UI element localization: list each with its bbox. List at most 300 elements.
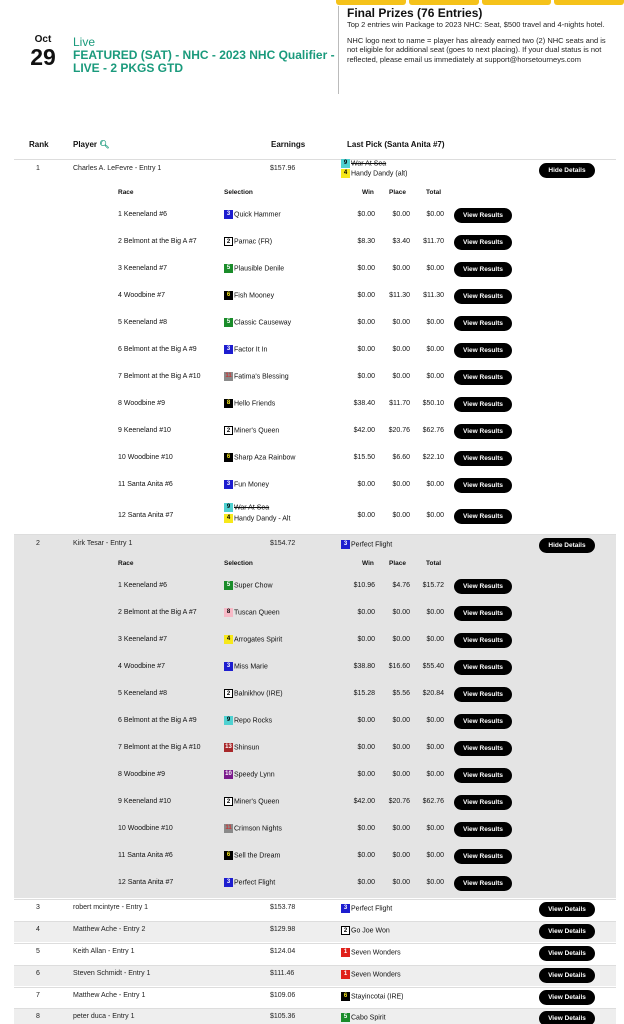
entry-cells — [14, 1013, 616, 1024]
nhc-note: NHC logo next to name = player has already earned two (2) NHC seats and is not eligible for additional seat (goes to next placing). If your dual status is not reflected, please email us immediately at support@horsetourneys.com — [347, 35, 606, 64]
win-amount: $10.96 — [353, 582, 375, 589]
entry-cells — [14, 992, 616, 1004]
total-amount: $0.00 — [426, 319, 444, 326]
race-header: Race — [118, 189, 134, 196]
entry-row — [14, 540, 616, 556]
race-row — [0, 849, 624, 864]
race-name: 4 Woodbine #7 — [118, 663, 165, 670]
saddlecloth-number: 5 — [224, 581, 233, 590]
last-pick — [341, 1013, 386, 1022]
event-status: Live — [73, 35, 96, 49]
place-amount: $5.56 — [392, 690, 410, 697]
earnings: $153.78 — [270, 904, 296, 911]
hide-details-button[interactable]: Hide Details — [539, 163, 595, 178]
selection-header: Selection — [224, 189, 253, 196]
selection — [224, 770, 275, 779]
race-row — [0, 343, 624, 358]
win-amount: $0.00 — [357, 481, 375, 488]
view-results-button[interactable]: View Results — [454, 370, 512, 385]
rank: 5 — [36, 948, 40, 955]
saddlecloth-number: 3 — [224, 878, 233, 887]
race-row — [0, 289, 624, 304]
view-results-button[interactable]: View Results — [454, 795, 512, 810]
race-name: 3 Keeneland #7 — [118, 636, 168, 643]
horse-name: Go Joe Won — [351, 927, 390, 935]
selection — [224, 264, 284, 273]
race-name: 1 Keeneland #6 — [118, 211, 168, 218]
horse-name: Hello Friends — [234, 400, 276, 408]
total-amount: $0.00 — [426, 609, 444, 616]
horse-name: Fatima's Blessing — [234, 373, 289, 381]
saddlecloth-number: 4 — [224, 514, 233, 523]
rank: 1 — [36, 165, 40, 172]
view-results-button[interactable]: View Results — [454, 876, 512, 891]
view-details-button[interactable]: View Details — [539, 968, 595, 983]
earnings: $157.96 — [270, 165, 296, 172]
place-amount: $0.00 — [392, 512, 410, 519]
race-name: 12 Santa Anita #7 — [118, 879, 174, 886]
horse-name: Cabo Spirit — [351, 1014, 386, 1022]
total-amount: $11.70 — [423, 238, 444, 245]
race-name: 12 Santa Anita #7 — [118, 512, 174, 519]
place-amount: $3.40 — [392, 238, 410, 245]
place-header: Place — [389, 560, 406, 567]
race-row — [0, 370, 624, 385]
last-pick — [341, 992, 404, 1001]
horse-name: Miss Marie — [234, 663, 268, 671]
win-amount: $0.00 — [357, 636, 375, 643]
player-header-label: Player — [73, 140, 98, 149]
last-pick — [341, 926, 390, 935]
player-name[interactable]: robert mcintyre - Entry 1 — [73, 904, 149, 911]
race-name: 8 Woodbine #9 — [118, 771, 165, 778]
win-amount: $0.00 — [357, 319, 375, 326]
race-row — [0, 579, 624, 594]
horse-name: Arrogates Spirit — [234, 636, 283, 644]
saddlecloth-number: 3 — [224, 210, 233, 219]
total-amount: $62.76 — [422, 427, 444, 434]
selection — [224, 399, 275, 408]
horse-name: Perfect Flight — [351, 905, 393, 913]
race-name: 7 Belmont at the Big A #10 — [118, 744, 201, 751]
saddlecloth-number: 8 — [224, 399, 233, 408]
selection — [224, 743, 259, 752]
view-results-button[interactable]: View Results — [454, 316, 512, 331]
selection — [224, 851, 280, 860]
place-amount: $0.00 — [392, 346, 410, 353]
race-name: 9 Keeneland #10 — [118, 798, 171, 805]
place-amount: $6.60 — [392, 454, 410, 461]
place-amount: $16.60 — [388, 663, 410, 670]
entry-cells — [14, 948, 616, 960]
total-amount: $0.00 — [426, 636, 444, 643]
total-amount: $0.00 — [426, 265, 444, 272]
event-date — [26, 34, 60, 69]
horse-name: Crimson Nights — [234, 825, 282, 833]
win-amount: $0.00 — [357, 292, 375, 299]
saddlecloth-number: 3 — [341, 540, 350, 549]
horse-name: Miner's Queen — [234, 798, 280, 806]
saddlecloth-number: 9 — [224, 503, 233, 512]
win-amount: $0.00 — [357, 717, 375, 724]
player-name[interactable]: Keith Allan - Entry 1 — [73, 948, 135, 955]
win-amount: $15.28 — [353, 690, 375, 697]
place-amount: $0.00 — [392, 373, 410, 380]
player-header[interactable] — [73, 140, 109, 149]
player-name[interactable]: Matthew Ache - Entry 2 — [73, 926, 146, 933]
last-pick — [341, 904, 392, 913]
race-row — [0, 606, 624, 621]
view-results-button[interactable]: View Results — [454, 849, 512, 864]
view-details-button[interactable]: View Details — [539, 902, 595, 917]
saddlecloth-number: 9 — [224, 716, 233, 725]
horse-name: War At Sea — [234, 504, 270, 512]
view-results-button[interactable]: View Results — [454, 343, 512, 358]
horse-name: Shinsun — [234, 744, 260, 752]
view-results-button[interactable]: View Results — [454, 714, 512, 729]
search-icon[interactable]: 🔍︎ — [99, 140, 110, 149]
win-amount: $0.00 — [357, 265, 375, 272]
prizes-title: Final Prizes (76 Entries) — [347, 6, 483, 20]
selection — [224, 824, 282, 833]
horse-name: Repo Rocks — [234, 717, 273, 725]
selection — [224, 210, 281, 219]
saddlecloth-number: 9 — [341, 159, 350, 168]
win-amount: $0.00 — [357, 879, 375, 886]
saddlecloth-number: 3 — [341, 904, 350, 913]
horse-name: Perfect Flight — [234, 879, 276, 887]
place-amount: $0.00 — [392, 211, 410, 218]
selection — [224, 345, 267, 354]
race-row — [0, 262, 624, 277]
place-amount: $0.00 — [392, 744, 410, 751]
race-name: 6 Belmont at the Big A #9 — [118, 717, 197, 724]
total-amount: $0.00 — [426, 346, 444, 353]
last-pick-header: Last Pick (Santa Anita #7) — [347, 140, 445, 149]
saddlecloth-number: 4 — [341, 169, 350, 178]
win-amount: $0.00 — [357, 771, 375, 778]
view-details-button[interactable]: View Details — [539, 924, 595, 939]
race-name: 11 Santa Anita #6 — [118, 852, 173, 859]
total-amount: $50.10 — [422, 400, 444, 407]
total-amount: $11.30 — [423, 292, 444, 299]
view-results-button[interactable]: View Results — [454, 235, 512, 250]
event-month: Oct — [34, 34, 52, 45]
entry-cells — [14, 904, 616, 916]
view-results-button[interactable]: View Results — [454, 741, 512, 756]
win-header: Win — [362, 560, 374, 567]
win-amount: $0.00 — [357, 373, 375, 380]
saddlecloth-number: 3 — [224, 345, 233, 354]
place-amount: $0.00 — [392, 636, 410, 643]
saddlecloth-number: 11 — [225, 825, 232, 831]
saddlecloth-number: 5 — [224, 264, 233, 273]
last-pick — [341, 948, 401, 957]
race-row — [0, 768, 624, 783]
race-row — [0, 633, 624, 648]
last-pick — [341, 540, 392, 549]
total-amount: $0.00 — [426, 373, 444, 380]
race-row — [0, 687, 624, 702]
rank-header: Rank — [29, 140, 49, 149]
view-results-button[interactable]: View Results — [454, 208, 512, 223]
earnings: $129.98 — [270, 926, 296, 933]
race-name: 3 Keeneland #7 — [118, 265, 168, 272]
total-header: Total — [426, 189, 442, 196]
saddlecloth-number: 2 — [341, 926, 350, 935]
earnings: $111.46 — [270, 970, 295, 977]
last-pick — [341, 169, 407, 178]
horse-name: Fun Money — [234, 481, 270, 489]
win-amount: $38.80 — [353, 663, 375, 670]
saddlecloth-number: 10 — [225, 771, 232, 777]
selection — [224, 797, 279, 806]
total-amount: $0.00 — [426, 481, 444, 488]
view-results-button[interactable]: View Results — [454, 289, 512, 304]
horse-name: Quick Hammer — [234, 211, 281, 219]
alt-selection — [224, 514, 290, 523]
total-amount: $0.00 — [426, 879, 444, 886]
total-amount: $0.00 — [426, 717, 444, 724]
selection — [224, 689, 283, 698]
last-pick — [341, 970, 401, 979]
player-name[interactable]: Matthew Ache - Entry 1 — [73, 992, 146, 999]
place-amount: $0.00 — [392, 265, 410, 272]
place-amount: $20.76 — [388, 427, 410, 434]
win-amount: $8.30 — [357, 238, 375, 245]
race-name: 4 Woodbine #7 — [118, 292, 165, 299]
horse-name: Handy Dandy - Alt — [234, 515, 291, 523]
view-results-button[interactable]: View Results — [454, 606, 512, 621]
saddlecloth-number: 3 — [224, 662, 233, 671]
horse-name: Seven Wonders — [351, 971, 401, 979]
view-results-button[interactable]: View Results — [454, 424, 512, 439]
saddlecloth-number: 5 — [224, 318, 233, 327]
saddlecloth-number: 11 — [225, 373, 232, 379]
player-name[interactable]: Charles A. LeFevre - Entry 1 — [73, 165, 162, 172]
saddlecloth-number: 2 — [224, 689, 233, 698]
race-row — [0, 741, 624, 756]
race-name: 10 Woodbine #10 — [118, 825, 173, 832]
rank: 2 — [36, 540, 40, 547]
view-results-button[interactable]: View Results — [454, 397, 512, 412]
selection — [224, 878, 275, 887]
horse-name: Super Chow — [234, 582, 273, 590]
race-row — [0, 714, 624, 729]
place-amount: $0.00 — [392, 717, 410, 724]
race-name: 8 Woodbine #9 — [118, 400, 165, 407]
prizes-description: Top 2 entries win Package to 2023 NHC: Seat, $500 travel and 4-nights hotel. — [347, 20, 605, 29]
saddlecloth-number: 1 — [341, 970, 350, 979]
saddlecloth-number: 6 — [341, 992, 350, 1001]
view-results-button[interactable]: View Results — [454, 822, 512, 837]
saddlecloth-number: 3 — [224, 480, 233, 489]
race-name: 2 Belmont at the Big A #7 — [118, 609, 197, 616]
win-amount: $42.00 — [353, 798, 375, 805]
total-header: Total — [426, 560, 442, 567]
race-name: 10 Woodbine #10 — [118, 454, 173, 461]
total-amount: $0.00 — [426, 744, 444, 751]
view-results-button[interactable]: View Results — [454, 262, 512, 277]
place-amount: $0.00 — [392, 609, 410, 616]
earnings: $124.04 — [270, 948, 296, 955]
race-name: 5 Keeneland #8 — [118, 690, 168, 697]
view-details-button[interactable]: View Details — [539, 1011, 595, 1024]
win-header: Win — [362, 189, 374, 196]
win-amount: $15.50 — [353, 454, 375, 461]
selection — [224, 372, 289, 381]
saddlecloth-number: 13 — [225, 744, 232, 750]
total-amount: $0.00 — [426, 852, 444, 859]
place-amount: $0.00 — [392, 771, 410, 778]
selection — [224, 581, 273, 590]
earnings: $154.72 — [270, 540, 296, 547]
selection — [224, 318, 291, 327]
total-amount: $55.40 — [422, 663, 444, 670]
earnings-header: Earnings — [271, 140, 306, 149]
rank: 3 — [36, 904, 40, 911]
place-amount: $0.00 — [392, 879, 410, 886]
place-amount: $4.76 — [392, 582, 410, 589]
top-tabs — [336, 0, 624, 5]
horse-name: Sell the Dream — [234, 852, 281, 860]
hide-details-button[interactable]: Hide Details — [539, 538, 595, 553]
total-amount: $22.10 — [422, 454, 444, 461]
earnings: $109.06 — [270, 992, 296, 999]
view-results-button[interactable]: View Results — [454, 478, 512, 493]
selection-header: Selection — [224, 560, 253, 567]
view-results-button[interactable]: View Results — [454, 768, 512, 783]
saddlecloth-number: 5 — [341, 1013, 350, 1022]
race-row — [0, 424, 624, 439]
race-row — [0, 451, 624, 466]
horse-name: Perfect Flight — [351, 541, 393, 549]
win-amount: $0.00 — [357, 744, 375, 751]
rank: 7 — [36, 992, 40, 999]
race-row — [0, 235, 624, 250]
player-name[interactable]: peter duca - Entry 1 — [73, 1013, 135, 1020]
place-amount: $0.00 — [392, 852, 410, 859]
total-amount: $0.00 — [426, 211, 444, 218]
race-name: 9 Keeneland #10 — [118, 427, 171, 434]
race-row — [0, 876, 624, 891]
win-amount: $42.00 — [353, 427, 375, 434]
place-amount: $20.76 — [388, 798, 410, 805]
win-amount: $0.00 — [357, 825, 375, 832]
rank: 6 — [36, 970, 40, 977]
race-row — [0, 208, 624, 223]
total-amount: $0.00 — [426, 825, 444, 832]
earnings: $105.36 — [270, 1013, 296, 1020]
last-pick — [341, 159, 386, 168]
entry-cells — [14, 926, 616, 938]
player-name[interactable]: Steven Schmidt - Entry 1 — [73, 970, 151, 977]
horse-name: Speedy Lynn — [234, 771, 275, 779]
selection — [224, 608, 280, 617]
selection — [224, 426, 279, 435]
race-row — [0, 822, 624, 837]
view-results-button[interactable]: View Results — [454, 660, 512, 675]
selection — [224, 237, 272, 246]
horse-name: Sharp Aza Rainbow — [234, 454, 296, 462]
event-header — [73, 35, 335, 75]
entry-row — [14, 165, 616, 181]
race-name: 7 Belmont at the Big A #10 — [118, 373, 201, 380]
saddlecloth-number: 2 — [224, 426, 233, 435]
horse-name: Classic Causeway — [234, 319, 292, 327]
selection — [224, 291, 274, 300]
prizes-panel — [338, 6, 618, 94]
view-results-button[interactable]: View Results — [454, 687, 512, 702]
horse-name: Tuscan Queen — [234, 609, 280, 617]
total-amount: $0.00 — [426, 512, 444, 519]
race-row — [0, 316, 624, 331]
total-amount: $0.00 — [426, 771, 444, 778]
place-amount: $11.70 — [389, 400, 410, 407]
win-amount: $0.00 — [357, 852, 375, 859]
race-name: 6 Belmont at the Big A #9 — [118, 346, 197, 353]
horse-name: Fish Mooney — [234, 292, 275, 300]
selection — [224, 480, 269, 489]
place-amount: $11.30 — [389, 292, 410, 299]
race-name: 11 Santa Anita #6 — [118, 481, 173, 488]
horse-name: Plausible Denile — [234, 265, 285, 273]
total-amount: $62.76 — [422, 798, 444, 805]
saddlecloth-number: 6 — [224, 291, 233, 300]
place-amount: $0.00 — [392, 319, 410, 326]
saddlecloth-number: 8 — [224, 608, 233, 617]
race-name: 1 Keeneland #6 — [118, 582, 168, 589]
win-amount: $0.00 — [357, 211, 375, 218]
view-results-button[interactable]: View Results — [454, 633, 512, 648]
race-row — [0, 795, 624, 810]
view-results-button[interactable]: View Results — [454, 579, 512, 594]
view-results-button[interactable]: View Results — [454, 451, 512, 466]
selection — [224, 453, 295, 462]
view-details-button[interactable]: View Details — [539, 990, 595, 1005]
place-amount: $0.00 — [392, 825, 410, 832]
total-amount: $15.72 — [422, 582, 444, 589]
view-details-button[interactable]: View Details — [539, 946, 595, 961]
view-results-button[interactable]: View Results — [454, 509, 512, 524]
saddlecloth-number: 1 — [341, 948, 350, 957]
race-row — [0, 660, 624, 675]
entry-cells — [14, 970, 616, 982]
saddlecloth-number: 2 — [224, 797, 233, 806]
horse-name: Stayincotai (IRE) — [351, 993, 404, 1001]
race-name: 5 Keeneland #8 — [118, 319, 168, 326]
win-amount: $0.00 — [357, 346, 375, 353]
selection — [224, 503, 269, 512]
saddlecloth-number: 4 — [224, 635, 233, 644]
event-title: FEATURED (SAT) - NHC - 2023 NHC Qualifier - LIVE - 2 PKGS GTD — [73, 48, 335, 75]
horse-name: Seven Wonders — [351, 949, 401, 957]
saddlecloth-number: 2 — [224, 237, 233, 246]
selection — [224, 662, 268, 671]
race-row — [0, 478, 624, 493]
race-row — [0, 504, 624, 524]
saddlecloth-number: 6 — [224, 453, 233, 462]
total-amount: $20.84 — [422, 690, 444, 697]
horse-name: War At Sea — [351, 160, 387, 168]
event-day: 29 — [30, 44, 56, 70]
player-name[interactable]: Kirk Tesar - Entry 1 — [73, 540, 133, 547]
horse-name: Miner's Queen — [234, 427, 280, 435]
race-name: 2 Belmont at the Big A #7 — [118, 238, 197, 245]
horse-name: Balnikhov (IRE) — [234, 690, 283, 698]
horse-name: Parnac (FR) — [234, 238, 273, 246]
win-amount: $38.40 — [353, 400, 375, 407]
